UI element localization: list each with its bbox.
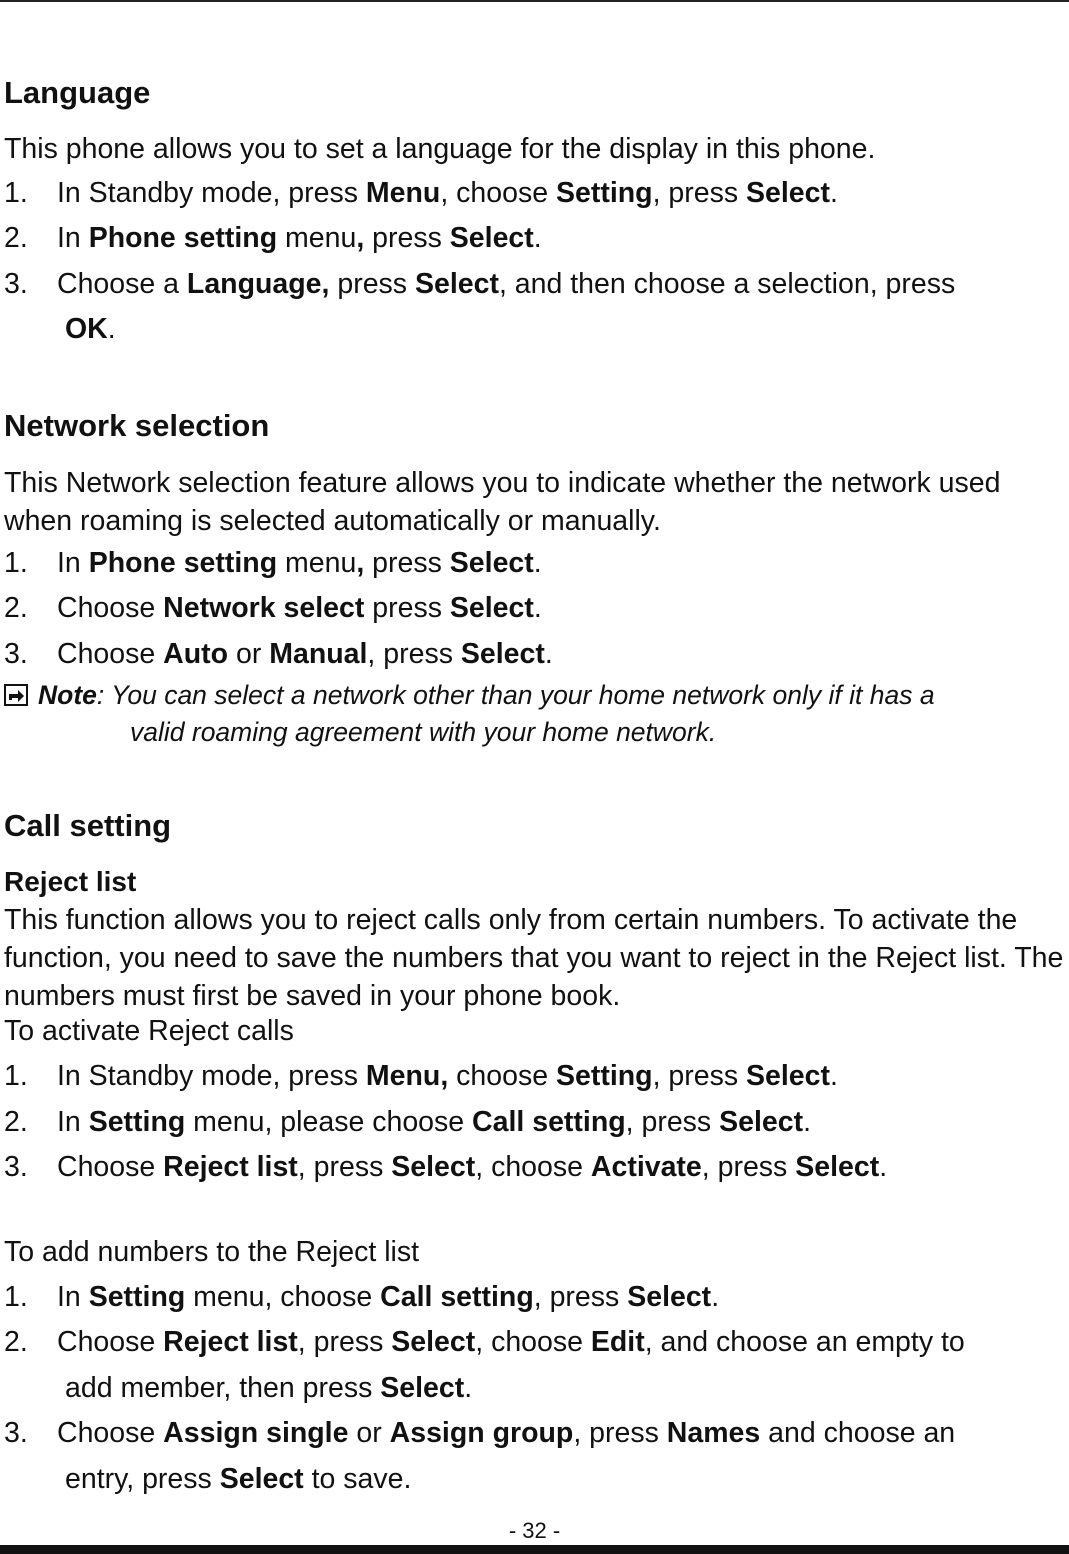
- section-heading-language: Language: [4, 75, 151, 110]
- language-intro: This phone allows you to set a language for the display in this phone.: [4, 133, 876, 165]
- list-item-continuation: OK.: [65, 313, 116, 345]
- list-item: 3. Choose Assign single or Assign group, press Names and choose an: [4, 1417, 956, 1449]
- list-item: 3. Choose a Language, press Select, and then choose a selection, press: [4, 268, 956, 300]
- list-item: 1. In Setting menu, choose Call setting, press Select.: [4, 1281, 720, 1313]
- list-item: 2. Choose Reject list, press Select, choose Edit, and choose an empty to: [4, 1326, 965, 1358]
- page-number: - 32 -: [508, 1518, 561, 1543]
- list-item: 1. In Standby mode, press Menu, choose Setting, press Select.: [4, 1060, 838, 1092]
- subheading-reject-list: Reject list: [4, 866, 137, 897]
- list-item: 2. Choose Network select press Select.: [4, 592, 542, 624]
- network-intro: This Network selection feature allows you to indicate whether the network used when roaming is selected automatically or manually.: [4, 467, 1001, 537]
- activate-label: To activate Reject calls: [4, 1015, 294, 1047]
- note: Note: You can select a network other than your home network only if it has a: [4, 680, 935, 711]
- list-item: 1. In Standby mode, press Menu, choose Setting, press Select.: [4, 177, 838, 209]
- list-item-continuation: add member, then press Select.: [65, 1372, 473, 1404]
- reject-list-intro: This function allows you to reject calls only from certain numbers. To activate the function, you need to save the numbers that you want to reject in the Reject list. The numbers must first be saved in your phone book.: [4, 904, 1064, 1012]
- list-item: 3. Choose Reject list, press Select, choose Activate, press Select.: [4, 1151, 888, 1183]
- add-label: To add numbers to the Reject list: [4, 1236, 420, 1268]
- note-continuation: valid roaming agreement with your home network.: [130, 717, 717, 747]
- list-item: 2. In Phone setting menu, press Select.: [4, 222, 542, 254]
- list-item: 1. In Phone setting menu, press Select.: [4, 547, 542, 579]
- list-item: 2. In Setting menu, please choose Call setting, press Select.: [4, 1106, 812, 1138]
- list-item: 3. Choose Auto or Manual, press Select.: [4, 638, 553, 670]
- top-rule: [0, 0, 1069, 2]
- bottom-rule: [0, 1545, 1069, 1554]
- section-heading-call-setting: Call setting: [4, 808, 172, 843]
- list-item-continuation: entry, press Select to save.: [65, 1463, 412, 1495]
- note-icon: [4, 684, 28, 706]
- section-heading-network: Network selection: [4, 408, 270, 443]
